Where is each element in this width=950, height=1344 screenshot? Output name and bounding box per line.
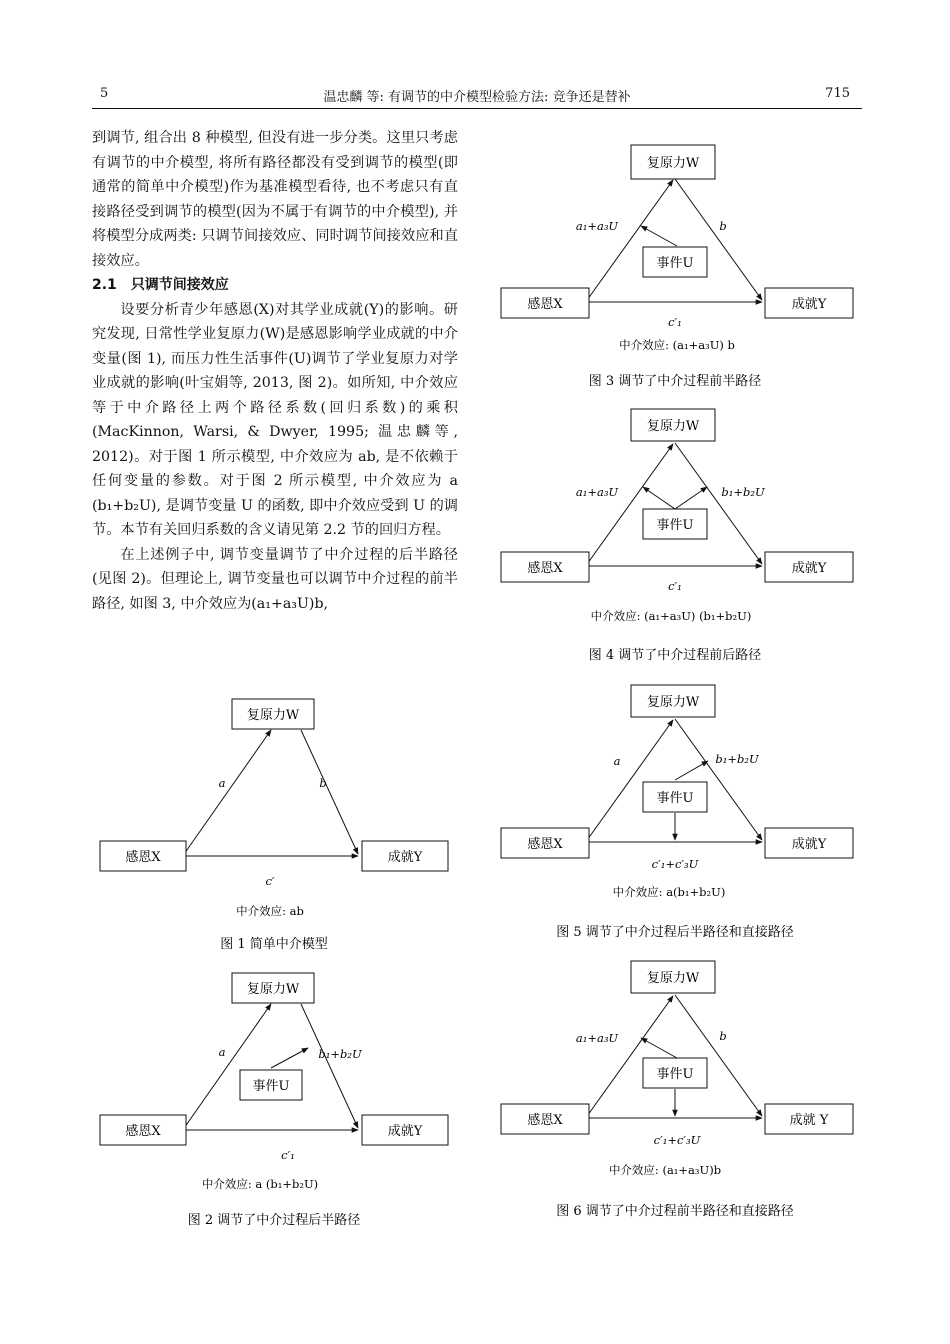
path-label-b: b [319,776,327,790]
node-mediator-w: 复原力W [246,982,300,997]
section-number: 2.1 [92,277,117,293]
figure-caption: 图 6 调节了中介过程前半路径和直接路径 [556,1204,794,1219]
node-moderator-u: 事件U [656,791,694,806]
node-predictor-x: 感恩X [527,837,563,852]
node-mediator-w: 复原力W [646,971,700,986]
running-header [92,86,862,108]
paragraph-3: 在上述例子中, 调节变量调节了中介过程的后半路径(见图 2)。但理论上, 调节变量也可以调节中介过程的前半路径, 如图 3, 中介效应为(a₁+a₃U)b, [92,546,458,612]
node-moderator-u: 事件U [252,1079,290,1094]
node-predictor-x: 感恩X [527,297,563,312]
node-predictor-x: 感恩X [527,1113,563,1128]
figure-3 [497,142,867,392]
path-label-b: b [719,219,727,233]
path-label-b: b₁+b₂U [318,1047,362,1061]
left-column-text [92,126,458,616]
node-moderator-u: 事件U [656,256,694,271]
path-label-c: c′ [265,874,275,888]
figure-caption: 图 4 调节了中介过程前后路径 [588,648,762,663]
path-label-b: b₁+b₂U [715,752,759,766]
paragraph-2: 设要分析青少年感恩(X)对其学业成就(Y)的影响。研究发现, 日常性学业复原力(W)是感恩影响学业成就的中介变量(图 1), 而压力性生活事件(U)调节了学业复原力对学业成就的影响(叶宝娟等, 2013, 图 2)。如所知, 中介效应等于中介路径上两个路径系数(回归系数)的乘积(MacKinnon, Warsi, & Dwyer, 1995; 温忠麟等, 2012)。对于图 1 所示模型, 中介效应为 ab, 是不依赖于任何变量的参数。对于图 2 所示模型, 中介效应为 a (b₁+b₂U), 是调节变量 U 的函数, 即中介效应受到 U 的调节。本节有关回归系数的含义请见第 2.2 节的回归方程。 [92,301,458,538]
node-predictor-x: 感恩X [125,850,161,865]
node-predictor-x: 感恩X [527,561,563,576]
node-moderator-u: 事件U [656,1067,694,1082]
page-number-right: 715 [825,86,850,101]
node-mediator-w: 复原力W [646,419,700,434]
figure-4 [497,406,867,668]
mediation-effect: 中介效应: (a₁+a₃U) b [619,338,735,352]
path-label-a: a₁+a₃U [575,485,619,499]
node-mediator-w: 复原力W [646,695,700,710]
path-label-b: b₁+b₂U [721,485,765,499]
path-label-a: a [613,754,621,768]
figure-caption: 图 3 调节了中介过程前半路径 [588,374,762,389]
figure-caption: 图 2 调节了中介过程后半路径 [187,1213,361,1228]
path-label-a: a [218,776,226,790]
figure-2 [96,970,456,1232]
path-label-c: c′₁ [281,1148,295,1162]
mediation-effect: 中介效应: a (b₁+b₂U) [201,1177,319,1191]
figure-6 [497,958,867,1220]
header-rule [92,108,862,109]
mediation-effect: 中介效应: (a₁+a₃U)b [608,1163,722,1177]
figure-caption: 图 5 调节了中介过程后半路径和直接路径 [556,925,794,940]
mediation-effect: 中介效应: (a₁+a₃U) (b₁+b₂U) [590,609,752,623]
node-predictor-x: 感恩X [125,1124,161,1139]
node-outcome-y: 成就Y [791,561,827,576]
node-outcome-y: 成就Y [387,1124,423,1139]
path-label-c: c′₁ [668,579,682,593]
mediation-effect: 中介效应: a(b₁+b₂U) [612,885,726,899]
mediation-effect: 中介效应: ab [236,904,304,918]
figure-caption: 图 1 简单中介模型 [220,937,328,952]
figure-5 [497,682,867,944]
node-outcome-y: 成就Y [387,850,423,865]
path-label-a: a₁+a₃U [575,1031,619,1045]
node-outcome-y: 成就Y [791,297,827,312]
node-outcome-y: 成就 Y [789,1113,829,1128]
path-label-c: c′₁+c′₃U [653,1133,701,1147]
path-label-a: a [218,1045,226,1059]
path-label-c: c′₁+c′₃U [651,857,699,871]
paragraph-1: 到调节, 组合出 8 种模型, 但没有进一步分类。这里只考虑有调节的中介模型, 将所有路径都没有受到调节的模型(即通常的简单中介模型)作为基准模型看待, 也不考虑只有直接路径受到调节的模型(因为不属于有调节的中介模型), 并将模型分成两类: 只调节间接效应、同时调节间接效应和直接效应。 [92,130,458,269]
node-mediator-w: 复原力W [646,156,700,171]
path-label-c: c′₁ [668,315,682,329]
node-mediator-w: 复原力W [246,708,300,723]
figure-1 [96,696,456,958]
page-number-left: 5 [100,86,109,101]
node-moderator-u: 事件U [656,518,694,533]
section-heading [92,273,458,298]
section-title: 只调节间接效应 [130,277,229,293]
path-label-a: a₁+a₃U [575,219,619,233]
node-outcome-y: 成就Y [791,837,827,852]
running-title: 温忠麟 等: 有调节的中介模型检验方法: 竞争还是替补 [323,90,631,105]
path-label-b: b [719,1029,727,1043]
